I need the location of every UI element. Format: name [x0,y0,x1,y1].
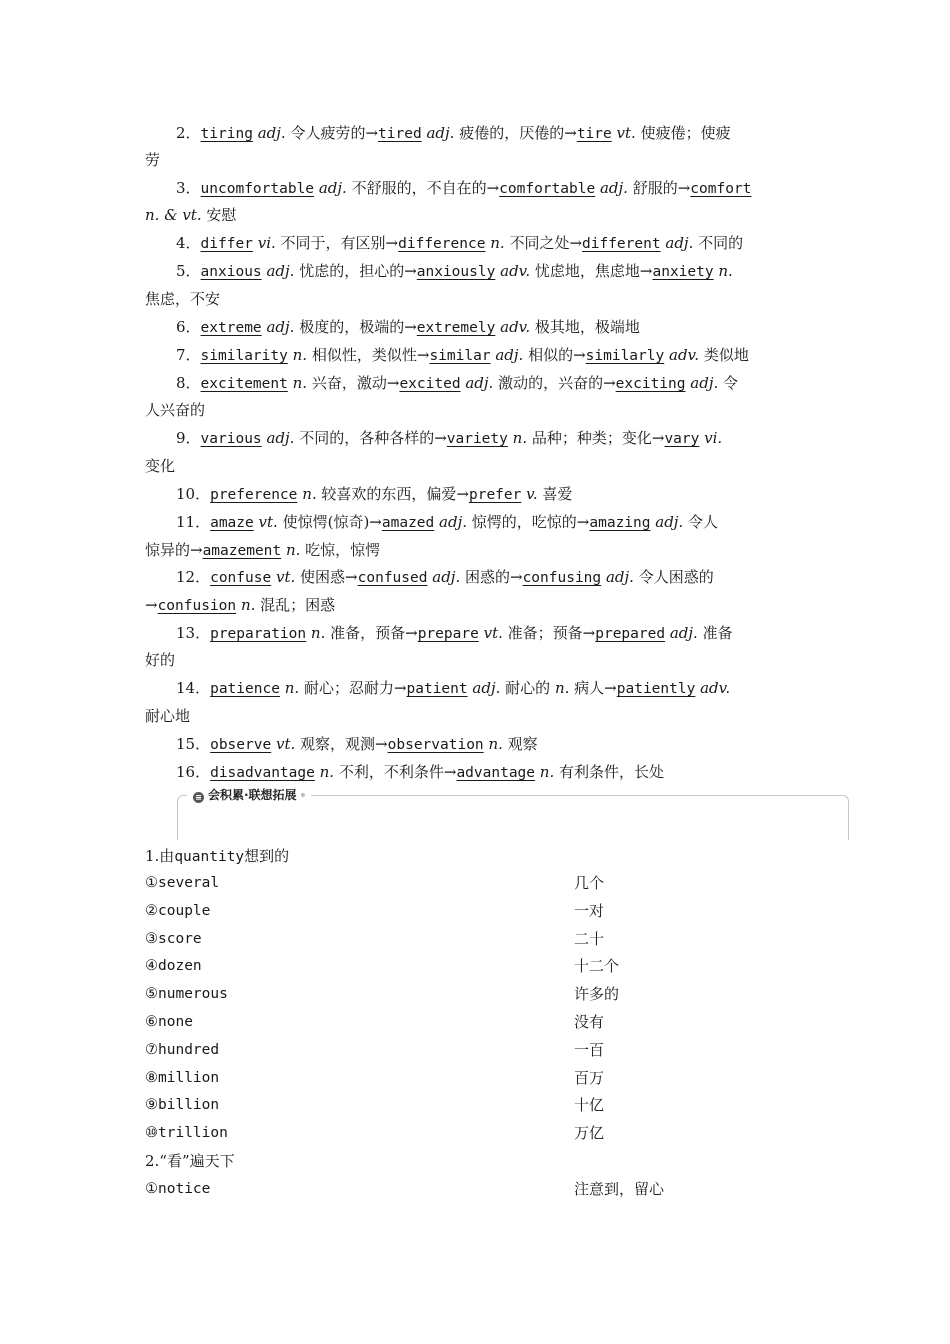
vocab-word: excited [399,376,461,392]
meaning: 没有 [574,1013,605,1031]
part-of-speech: n. & vt. [145,206,202,224]
part-of-speech: n. [292,346,308,364]
definition: 观察 [507,735,538,753]
part-of-speech: vi. [704,429,723,447]
vocab-word: excitement [200,376,288,392]
part-of-speech: n. [310,624,326,642]
group-title-suffix: 想到的 [244,847,290,865]
definition: 令人 [688,513,719,531]
definition: 激动的，兴奋的→ [498,374,616,392]
line-continuation: 好的 [145,651,176,669]
item-number: 15． [176,735,211,753]
part-of-speech: adv. [500,262,531,280]
item-number: 14． [176,679,211,697]
definition: 安慰 [206,206,237,224]
vocab-word: variety [446,431,508,447]
part-of-speech: n. [490,234,505,252]
definition: 耐心；忍耐力→ [303,679,407,697]
line-continuation: 劳 [145,151,161,169]
definition: 使困惑→ [300,568,358,586]
part-of-speech: n. [539,763,555,781]
part-of-speech: n. [292,374,308,392]
meaning: 十二个 [574,957,620,976]
part-of-speech: n. [284,679,300,697]
definition: 令人疲劳的→ [290,124,379,142]
vocab-item-7 [176,345,839,366]
line-continuation: 变化 [145,457,176,475]
vocab-word: prepared [595,626,666,642]
vocab-word: comfort [690,181,752,197]
definition: 相似的→ [528,346,586,364]
definition: 类似地 [703,346,749,364]
section-title-text: 会积累·联想拓展 [208,788,297,802]
part-of-speech: adv. [500,318,531,336]
vocab-word: confusion [157,598,237,614]
definition: 不同的，各种各样的→ [299,429,447,447]
vocab-word: extremely [416,320,496,336]
item-number: 5． [176,262,201,280]
definition: 舒服的→ [632,179,691,197]
vocab-item-5 [176,261,839,282]
part-of-speech: vt. [616,124,636,142]
definition: 惊愕的，吃惊的→ [471,513,590,531]
vocab-word: uncomfortable [200,181,315,197]
vocab-word: amaze [210,515,254,531]
part-of-speech: n. [302,485,317,503]
definition: 使惊愕(惊奇)→ [282,513,382,531]
word: ⑩trillion [145,1125,228,1142]
definition: 困惑的→ [465,568,523,586]
part-of-speech: n. [554,679,570,697]
item-number: 8． [176,374,201,392]
vocab-item-9 [176,428,839,449]
definition: 病人→ [574,679,617,697]
definition: 令 [723,374,739,392]
vocab-word: difference [398,236,486,252]
definition: 准备 [702,624,733,642]
vocab-word: prefer [468,487,522,503]
part-of-speech: vt. [275,735,296,753]
word: ⑥none [145,1014,193,1030]
vocab-item-16 [176,762,839,783]
part-of-speech: adj. [266,429,295,447]
item-number: 13． [176,624,211,642]
vocab-item-11 [176,512,839,533]
definition: 混乱；困惑 [260,596,336,614]
vocab-word: preference [210,487,298,503]
definition: 准备，预备→ [330,624,418,642]
part-of-speech: adj. [465,374,494,392]
definition: 准备；预备→ [507,624,596,642]
definition: 极其地，极端地 [534,318,640,336]
vocab-word: various [200,431,262,447]
definition: → [145,596,158,614]
vocab-word: observe [210,737,272,753]
vocab-word: amazing [589,515,651,531]
item-number: 11． [176,513,211,531]
item-number: 9． [176,429,201,447]
part-of-speech: adv. [700,679,731,697]
item-number: 16． [176,763,211,781]
vocab-word: amazed [381,515,435,531]
group-title-prefix: 1.由 [145,847,175,865]
definition: 极度的，极端的→ [299,318,417,336]
vocab-item-14 [176,678,839,699]
definition: 不利，不利条件→ [338,763,457,781]
definition: 疲倦的，厌倦的→ [459,124,577,142]
vocab-word: patient [406,681,468,697]
vocab-item-12 [176,567,839,588]
part-of-speech: adj. [439,513,468,531]
group-1-title [145,846,808,867]
meaning: 十亿 [574,1096,605,1115]
meaning: 几个 [574,874,605,892]
part-of-speech: adj. [599,179,628,197]
definition: 品种；种类；变化→ [531,429,665,447]
vocab-word: vary [664,431,700,447]
part-of-speech: vt. [275,568,296,586]
definition: 较喜欢的东西，偏爱→ [321,485,469,503]
vocab-item-13 [176,623,839,644]
part-of-speech: adj. [690,374,719,392]
section-icon: ≡ [193,792,204,803]
line-continuation: 焦虑，不安 [145,290,221,308]
vocab-word: advantage [456,765,536,781]
part-of-speech: adj. [257,124,286,142]
vocab-word: confuse [210,570,272,586]
vocab-word: similarly [585,348,665,364]
word: ⑨billion [145,1097,220,1114]
decorative-dot [301,793,305,797]
definition: 相似性，类似性→ [311,346,430,364]
part-of-speech: adj. [655,513,684,531]
definition: 忧虑地，焦虑地→ [534,262,653,280]
part-of-speech: adj. [665,234,694,252]
meaning: 二十 [574,929,605,948]
vocab-word: anxiety [652,264,714,280]
vocab-word: different [582,236,661,252]
vocab-item-2 [176,123,839,144]
vocab-word: amazement [202,543,282,559]
definition: 吃惊，惊愕 [305,541,381,559]
definition: 有利条件，长处 [559,763,665,781]
definition: 不舒服的，不自在的→ [351,179,500,197]
definition: 兴奋，激动→ [311,374,400,392]
word: ①notice [145,1181,211,1197]
group-2-title: 2.“看”遍天下 [145,1152,235,1170]
part-of-speech: adj. [266,262,295,280]
word: ②couple [145,902,211,919]
vocab-word: confused [357,570,428,586]
part-of-speech: adj. [426,124,455,142]
vocab-word: disadvantage [210,765,315,781]
part-of-speech: adj. [472,679,501,697]
vocab-word: tiring [200,126,253,142]
word: ⑤numerous [145,986,228,1003]
vocab-word: exciting [615,376,686,392]
part-of-speech: n. [718,262,733,280]
part-of-speech: adj. [266,318,295,336]
part-of-speech: adv. [669,346,700,364]
definition: 使疲倦；使疲 [640,124,731,142]
word: ①several [145,875,220,891]
item-number: 12． [176,568,211,586]
part-of-speech: n. [285,541,301,559]
item-number: 4． [176,234,201,252]
vocab-word: differ [200,236,253,252]
vocab-word: observation [387,737,484,753]
vocab-word: patience [210,681,280,697]
vocab-item-6 [176,317,839,338]
item-number: 10． [176,485,211,503]
line-continuation [145,205,808,225]
vocab-word: comfortable [499,181,596,197]
vocab-word: patiently [616,681,696,697]
meaning: 万亿 [574,1124,605,1143]
meaning: 许多的 [574,985,620,1004]
meaning: 一百 [574,1040,605,1059]
word: ⑦hundred [145,1041,220,1058]
part-of-speech: adj. [669,624,698,642]
meaning: 百万 [574,1068,605,1087]
definition: 不同于，有区别→ [280,234,399,252]
part-of-speech: vi. [257,234,276,252]
item-number: 7． [176,346,201,364]
part-of-speech: n. [488,735,503,753]
item-number: 2． [176,124,201,142]
vocab-word: tired [378,126,422,142]
definition: 喜爱 [542,485,573,503]
word: ⑧million [145,1069,220,1086]
word: ④dozen [145,958,202,975]
line-continuation: 耐心地 [145,707,191,725]
meaning: 一对 [574,901,605,920]
part-of-speech: adj. [432,568,461,586]
vocab-item-10 [176,484,839,505]
part-of-speech: vt. [258,513,278,531]
vocab-word: anxiously [416,264,496,280]
definition: 不同的 [698,234,744,252]
definition: 不同之处→ [509,234,583,252]
line-continuation: 人兴奋的 [145,401,206,419]
item-number: 3． [176,179,201,197]
part-of-speech: n. [240,596,256,614]
definition: 令人困惑的 [638,568,714,586]
vocab-word: extreme [200,320,262,336]
vocab-item-15 [176,734,839,755]
definition: 观察，观测→ [300,735,388,753]
part-of-speech: vt. [483,624,503,642]
vocab-word: prepare [417,626,479,642]
meaning: 注意到，留心 [574,1180,665,1198]
vocab-item-8 [176,373,839,394]
vocab-word: similarity [200,348,288,364]
part-of-speech: adj. [495,346,524,364]
definition: 忧虑的，担心的→ [299,262,417,280]
vocab-word: anxious [200,264,262,280]
item-number: 6． [176,318,201,336]
part-of-speech: n. [319,763,335,781]
part-of-speech: v. [526,485,538,503]
definition: 耐心的 [505,679,551,697]
vocab-word: preparation [210,626,307,642]
vocab-item-3 [176,178,839,199]
vocab-word: confusing [522,570,602,586]
part-of-speech: adj. [318,179,347,197]
group-title-word: quantity [174,849,245,865]
section-title [187,787,311,803]
vocab-item-4 [176,233,839,254]
line-continuation [145,540,808,561]
vocab-word: similar [429,348,491,364]
line-continuation [145,595,808,616]
part-of-speech: adj. [605,568,634,586]
definition: 惊异的→ [145,541,203,559]
word: ③score [145,930,202,947]
part-of-speech: n. [512,429,528,447]
vocab-word: tire [576,126,612,142]
